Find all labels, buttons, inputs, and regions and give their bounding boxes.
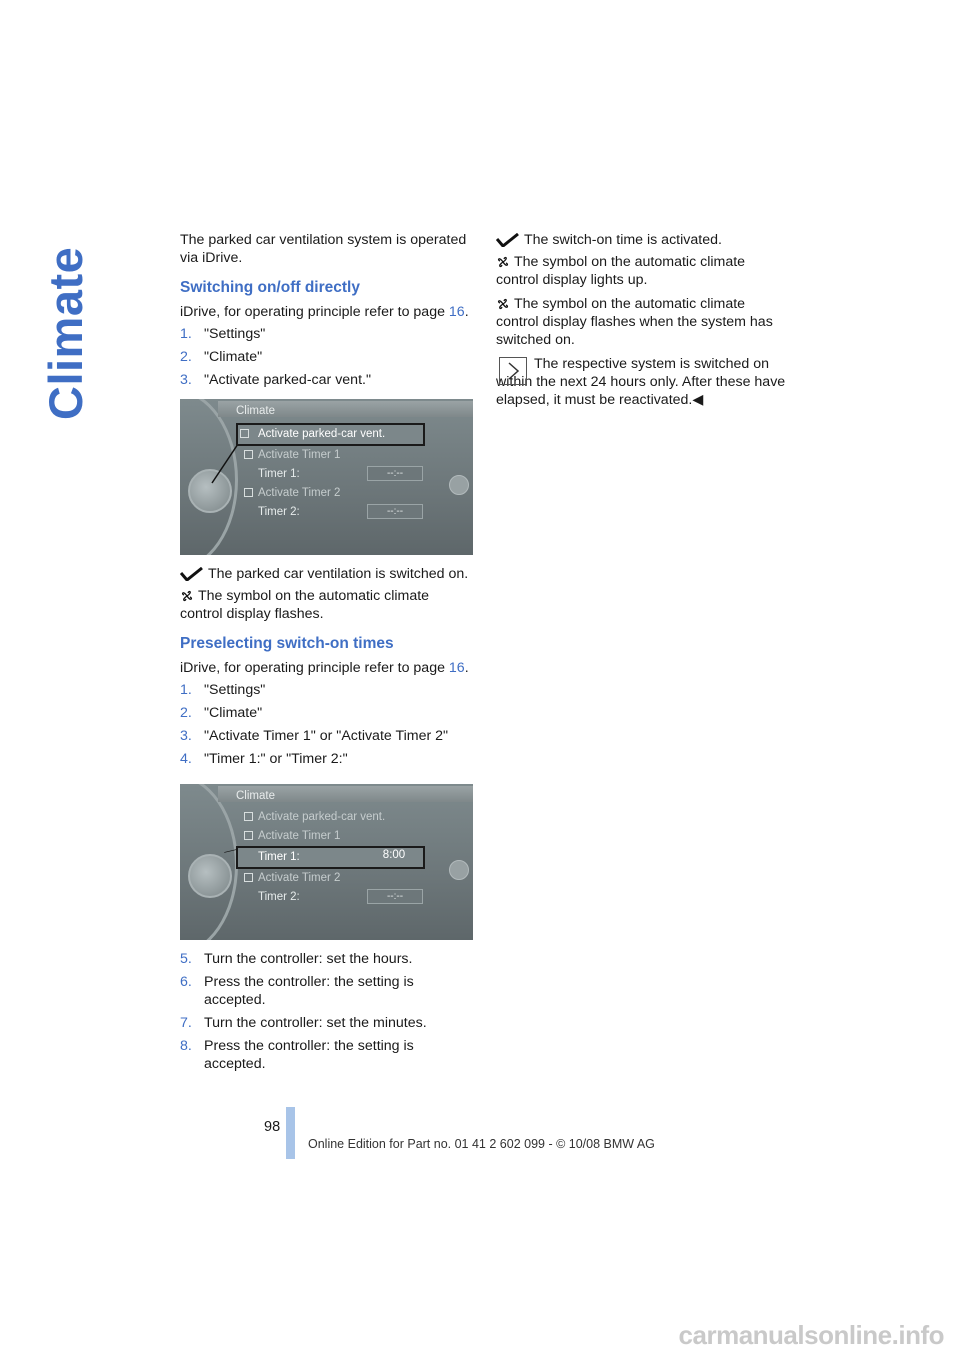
list-item: 3. "Activate Timer 1" or "Activate Timer 2" xyxy=(180,728,449,744)
heading-switching: Switching on/off directly xyxy=(180,279,360,296)
list-item: 2. "Climate" xyxy=(180,705,263,721)
intro-text: The parked car ventilation system is operated via iDrive. xyxy=(180,232,467,266)
checkbox-icon xyxy=(244,831,253,840)
checkmark-icon xyxy=(180,567,204,581)
menu-item[interactable]: Activate Timer 2 xyxy=(242,869,425,888)
checkbox-icon xyxy=(244,488,253,497)
footer-text: Online Edition for Part no. 01 41 2 602 099 - © 10/08 BMW AG xyxy=(308,1137,655,1151)
section-tab xyxy=(38,230,98,430)
list-item: 6. Press the controller: the setting is accepted. xyxy=(180,974,414,1008)
note-block xyxy=(496,355,791,409)
screen-title-bar: Climate xyxy=(218,401,473,417)
menu-list xyxy=(242,808,425,907)
symbol-flash: The symbol on the automatic climate control display flashes. xyxy=(180,588,430,622)
menu-item[interactable]: Activate Timer 1 xyxy=(242,446,425,465)
time-value: --:-- xyxy=(367,504,423,519)
fan-icon xyxy=(180,589,194,603)
symbol-lights-up: The symbol on the automatic climate control display lights up. xyxy=(496,254,746,288)
symbol-flashes: The symbol on the automatic climate control display flashes when the system has switched on. xyxy=(496,296,773,348)
steps-list-2 xyxy=(180,681,475,768)
menu-item[interactable]: Timer 2: --:-- xyxy=(242,888,425,907)
list-item: 7. Turn the controller: set the minutes. xyxy=(180,1015,427,1031)
scroll-knob-icon xyxy=(449,860,469,880)
checkbox-icon xyxy=(244,450,253,459)
checkbox-icon xyxy=(244,873,253,882)
principle-ref: iDrive, for operating principle refer to page 16. xyxy=(180,660,469,676)
list-item: 1. "Settings" xyxy=(180,682,266,698)
heading-preselecting: Preselecting switch-on times xyxy=(180,635,394,652)
list-item: 1. "Settings" xyxy=(180,326,266,342)
idrive-screen-1 xyxy=(180,399,473,555)
principle-ref: iDrive, for operating principle refer to page 16. xyxy=(180,304,469,320)
steps-list-1 xyxy=(180,325,475,389)
watermark: carmanualsonline.info xyxy=(678,1320,944,1350)
list-item: 8. Press the controller: the setting is accepted. xyxy=(180,1038,414,1072)
note-text: The respective system is switched on within the next 24 hours only. After these have elapsed, it must be reactivated.◀ xyxy=(496,356,786,408)
menu-item[interactable]: Timer 1: 8:00 xyxy=(236,846,425,869)
menu-item[interactable]: Activate Timer 2 xyxy=(242,484,425,503)
menu-list xyxy=(242,423,425,522)
fan-icon xyxy=(496,255,510,269)
screen-title-bar: Climate xyxy=(218,786,473,802)
list-item: 4. "Timer 1:" or "Timer 2:" xyxy=(180,751,348,767)
idrive-screen-2 xyxy=(180,784,473,940)
menu-item[interactable]: Activate Timer 1 xyxy=(242,827,425,846)
right-column xyxy=(496,231,791,413)
checkmark-icon xyxy=(496,233,520,247)
left-column xyxy=(180,231,475,1078)
fan-icon xyxy=(496,297,510,311)
menu-item[interactable]: Activate parked-car vent. xyxy=(242,808,425,827)
menu-item[interactable]: Timer 2: --:-- xyxy=(242,503,425,522)
menu-item[interactable]: Timer 1: --:-- xyxy=(242,465,425,484)
page-link[interactable]: 16 xyxy=(448,304,465,320)
checkbox-icon xyxy=(244,812,253,821)
page-link[interactable]: 16 xyxy=(448,660,465,676)
section-title: Climate xyxy=(39,246,92,420)
time-value: --:-- xyxy=(367,466,423,481)
footer-bar xyxy=(286,1107,295,1159)
menu-item[interactable]: Activate parked-car vent. xyxy=(236,423,425,446)
note-arrow-icon xyxy=(499,357,527,385)
checkbox-icon xyxy=(240,429,249,438)
scroll-knob-icon xyxy=(449,475,469,495)
list-item: 2. "Climate" xyxy=(180,349,263,365)
list-item: 3. "Activate parked-car vent." xyxy=(180,372,371,388)
status-on: The parked car ventilation is switched on. xyxy=(180,565,475,583)
timer-activated: The switch-on time is activated. xyxy=(496,231,791,249)
list-item: 5. Turn the controller: set the hours. xyxy=(180,951,413,967)
time-value: 8:00 xyxy=(382,849,406,862)
steps-list-3 xyxy=(180,950,475,1073)
page-number: 98 xyxy=(264,1119,281,1135)
end-marker-icon: ◀ xyxy=(692,392,704,408)
time-value: --:-- xyxy=(367,889,423,904)
